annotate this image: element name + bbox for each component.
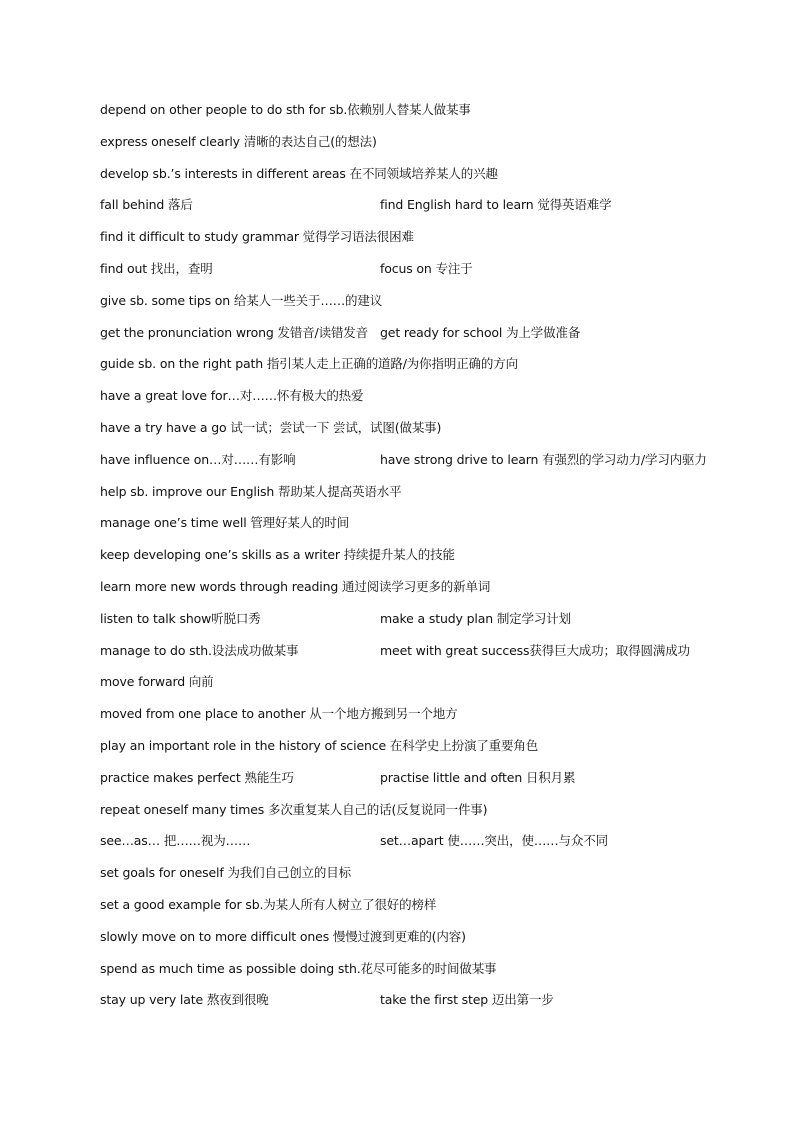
phrase-text: keep developing one’s skills as a writer 持续提升某人的技能 (100, 547, 455, 563)
phrase-text: give sb. some tips on 给某人一些关于……的建议 (100, 292, 383, 308)
phrase-left: stay up very late 熬夜到很晚 (100, 992, 269, 1008)
phrase-row (100, 990, 740, 1022)
phrase-row (100, 227, 740, 259)
phrase-row (100, 704, 740, 736)
phrase-left: find out 找出，查明 (100, 260, 213, 276)
phrase-right: take the first step 迈出第一步 (380, 992, 554, 1008)
phrase-row (100, 164, 740, 196)
phrase-row (100, 323, 740, 355)
phrase-right: practise little and often 日积月累 (380, 769, 576, 785)
phrase-text: set a good example for sb.为某人所有人树立了很好的榜样 (100, 896, 437, 912)
phrase-row (100, 895, 740, 927)
phrase-row (100, 577, 740, 609)
phrase-row (100, 513, 740, 545)
phrase-left: get the pronunciation wrong 发错音/读错发音 (100, 324, 369, 340)
phrase-row (100, 482, 740, 514)
phrase-row (100, 100, 740, 132)
phrase-text: have a great love for…对……怀有极大的热爱 (100, 388, 364, 404)
phrase-right: meet with great success获得巨大成功；取得圆满成功 (380, 642, 690, 658)
phrase-text: manage one’s time well 管理好某人的时间 (100, 515, 350, 531)
phrase-row (100, 831, 740, 863)
phrase-left: fall behind 落后 (100, 197, 193, 213)
phrase-row (100, 259, 740, 291)
phrase-row (100, 386, 740, 418)
phrase-row (100, 768, 740, 800)
phrase-left: manage to do sth.设法成功做某事 (100, 642, 299, 658)
phrase-right: find English hard to learn 觉得英语难学 (380, 197, 612, 213)
phrase-row (100, 863, 740, 895)
phrase-row (100, 959, 740, 991)
phrase-row (100, 132, 740, 164)
phrase-row (100, 609, 740, 641)
phrase-text: move forward 向前 (100, 674, 214, 690)
phrase-text: guide sb. on the right path 指引某人走上正确的道路/为你指明正确的方向 (100, 356, 518, 372)
phrase-row (100, 800, 740, 832)
phrase-right: focus on 专注于 (380, 260, 473, 276)
phrase-row (100, 736, 740, 768)
phrase-text: play an important role in the history of science 在科学史上扮演了重要角色 (100, 737, 539, 753)
phrase-row (100, 927, 740, 959)
phrase-text: slowly move on to more difficult ones 慢慢过渡到更难的(内容) (100, 928, 466, 944)
phrase-row (100, 418, 740, 450)
phrase-row (100, 450, 740, 482)
phrase-left: see…as… 把……视为…… (100, 833, 251, 849)
phrase-text: depend on other people to do sth for sb.依赖别人替某人做某事 (100, 102, 471, 117)
phrase-left: practice makes perfect 熟能生巧 (100, 769, 294, 785)
phrase-text: spend as much time as possible doing sth.花尽可能多的时间做某事 (100, 960, 497, 976)
phrase-text: express oneself clearly 清晰的表达自己(的想法) (100, 133, 377, 149)
phrase-right: set…apart 使……突出，使……与众不同 (380, 833, 608, 849)
phrase-right: get ready for school 为上学做准备 (380, 324, 581, 340)
phrase-text: develop sb.’s interests in different areas 在不同领域培养某人的兴趣 (100, 165, 498, 181)
phrase-row (100, 195, 740, 227)
phrase-row (100, 354, 740, 386)
phrase-list (100, 100, 740, 1022)
phrase-text: repeat oneself many times 多次重复某人自己的话(反复说同一件事) (100, 801, 488, 817)
phrase-text: set goals for oneself 为我们自己创立的目标 (100, 865, 351, 881)
phrase-row (100, 672, 740, 704)
phrase-text: help sb. improve our English 帮助某人提高英语水平 (100, 483, 402, 499)
phrase-text: learn more new words through reading 通过阅读学习更多的新单词 (100, 578, 491, 594)
phrase-text: have a try have a go 试一试；尝试一下 尝试，试图(做某事) (100, 419, 442, 435)
phrase-row (100, 545, 740, 577)
phrase-text: find it difficult to study grammar 觉得学习语法很困难 (100, 229, 414, 245)
phrase-left: have influence on…对……有影响 (100, 451, 296, 467)
phrase-row (100, 641, 740, 673)
phrase-right: have strong drive to learn 有强烈的学习动力/学习内驱力 (380, 451, 707, 467)
phrase-row (100, 291, 740, 323)
phrase-left: listen to talk show听脱口秀 (100, 610, 261, 626)
phrase-text: moved from one place to another 从一个地方搬到另一个地方 (100, 706, 458, 722)
phrase-right: make a study plan 制定学习计划 (380, 610, 571, 626)
